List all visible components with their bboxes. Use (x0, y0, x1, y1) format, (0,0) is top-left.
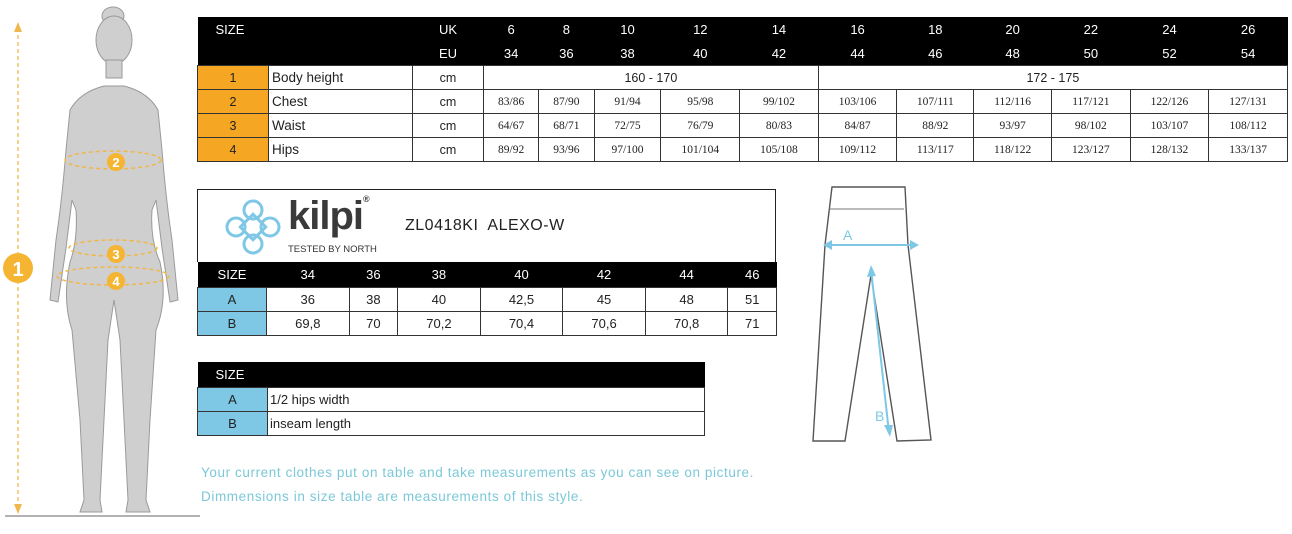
table-cell: 88/92 (897, 114, 974, 138)
row-number: 2 (198, 90, 269, 114)
table-cell: 91/94 (594, 90, 661, 114)
table-cell: 127/131 (1209, 90, 1288, 114)
table-cell: 113/117 (897, 138, 974, 162)
row-label: Hips (269, 138, 413, 162)
instruction-note: Dimmensions in size table are measurements of this style. (201, 489, 584, 504)
row-number: 1 (198, 66, 269, 90)
eu-size: 40 (661, 41, 740, 66)
hips-marker-label: 4 (112, 274, 120, 289)
row-unit: cm (413, 66, 484, 90)
size-column-header: 44 (645, 262, 728, 288)
hips-row (198, 138, 1288, 162)
measurement-legend-table (197, 362, 705, 436)
table-cell: 103/107 (1130, 114, 1209, 138)
table-cell: 93/97 (974, 114, 1052, 138)
table-cell: 105/108 (740, 138, 819, 162)
legend-description: 1/2 hips width (268, 388, 705, 412)
uk-size: 18 (897, 17, 974, 41)
size-header-row (198, 262, 777, 288)
garment-measurement-table (197, 262, 777, 336)
table-cell: 99/102 (740, 90, 819, 114)
product-header-box (197, 189, 776, 262)
table-cell: 101/104 (661, 138, 740, 162)
height-range-cell: 172 - 175 (818, 66, 1287, 90)
uk-label: UK (413, 17, 484, 41)
table-cell: 118/122 (974, 138, 1052, 162)
body-size-table (197, 17, 1288, 162)
table-cell: 70 (349, 312, 398, 336)
size-column-header: 40 (480, 262, 563, 288)
table-cell: 42,5 (480, 288, 563, 312)
table-cell: 70,6 (563, 312, 646, 336)
size-header-label: SIZE (198, 262, 267, 288)
table-cell: 68/71 (539, 114, 594, 138)
row-label: Waist (269, 114, 413, 138)
table-cell: 107/111 (897, 90, 974, 114)
table-cell: 84/87 (818, 114, 897, 138)
kilpi-knot-logo-icon (222, 196, 284, 258)
size-column-header: 38 (398, 262, 481, 288)
instruction-note: Your current clothes put on table and take measurements as you can see on picture. (201, 465, 755, 480)
row-unit: cm (413, 138, 484, 162)
brand-logotype (288, 194, 369, 239)
chest-row (198, 90, 1288, 114)
table-cell: 112/116 (974, 90, 1052, 114)
table-cell: 122/126 (1130, 90, 1209, 114)
pants-illustration (805, 185, 940, 447)
trademark-symbol: ® (363, 194, 369, 204)
uk-size: 10 (594, 17, 661, 41)
uk-size: 22 (1052, 17, 1131, 41)
table-cell: 70,8 (645, 312, 728, 336)
row-number: 4 (198, 138, 269, 162)
table-cell: 70,2 (398, 312, 481, 336)
eu-size: 38 (594, 41, 661, 66)
legend-row-a (198, 388, 705, 412)
table-cell: 64/67 (484, 114, 539, 138)
legend-header-row (198, 362, 705, 388)
row-letter: B (198, 412, 268, 436)
table-cell: 93/96 (539, 138, 594, 162)
row-label: Chest (269, 90, 413, 114)
measurement-row-b (198, 312, 777, 336)
table-cell: 80/83 (740, 114, 819, 138)
eu-size: 46 (897, 41, 974, 66)
waist-row (198, 114, 1288, 138)
eu-size: 52 (1130, 41, 1209, 66)
uk-size: 26 (1209, 17, 1288, 41)
table-cell: 69,8 (267, 312, 350, 336)
table-cell: 70,4 (480, 312, 563, 336)
size-column-header: 36 (349, 262, 398, 288)
table-cell: 72/75 (594, 114, 661, 138)
eu-size: 50 (1052, 41, 1131, 66)
table-cell: 103/106 (818, 90, 897, 114)
size-column-header: 46 (728, 262, 777, 288)
uk-size: 16 (818, 17, 897, 41)
uk-size: 14 (740, 17, 819, 41)
uk-size: 24 (1130, 17, 1209, 41)
eu-size: 48 (974, 41, 1052, 66)
brand-tagline: TESTED BY NORTH (288, 244, 377, 255)
table-cell: 97/100 (594, 138, 661, 162)
table-cell: 48 (645, 288, 728, 312)
size-column-header: 34 (267, 262, 350, 288)
row-number: 3 (198, 114, 269, 138)
row-letter: A (198, 388, 268, 412)
eu-size: 34 (484, 41, 539, 66)
eu-size: 36 (539, 41, 594, 66)
table-cell: 95/98 (661, 90, 740, 114)
row-letter: A (198, 288, 267, 312)
uk-size: 6 (484, 17, 539, 41)
table-cell: 117/121 (1052, 90, 1131, 114)
row-unit: cm (413, 90, 484, 114)
table-cell: 98/102 (1052, 114, 1131, 138)
table-cell: 89/92 (484, 138, 539, 162)
waist-marker-label: 3 (112, 247, 120, 262)
height-marker-label: 1 (12, 259, 24, 281)
uk-size: 12 (661, 17, 740, 41)
uk-size: 20 (974, 17, 1052, 41)
dimension-label-b: B (875, 408, 885, 424)
table-cell: 133/137 (1209, 138, 1288, 162)
eu-size: 44 (818, 41, 897, 66)
uk-size: 8 (539, 17, 594, 41)
table-cell: 38 (349, 288, 398, 312)
table-cell: 123/127 (1052, 138, 1131, 162)
table-cell: 76/79 (661, 114, 740, 138)
brand-name: kilpi (288, 194, 364, 238)
chest-marker-label: 2 (112, 155, 120, 170)
table-cell: 87/90 (539, 90, 594, 114)
table-cell: 83/86 (484, 90, 539, 114)
eu-size: 42 (740, 41, 819, 66)
table-cell: 40 (398, 288, 481, 312)
legend-row-b (198, 412, 705, 436)
table-cell: 109/112 (818, 138, 897, 162)
body-height-row (198, 66, 1288, 90)
row-letter: B (198, 312, 267, 336)
size-header-label: SIZE (198, 362, 705, 388)
table-cell: 108/112 (1209, 114, 1288, 138)
dimension-label-a: A (843, 227, 853, 243)
eu-size-header-row (198, 41, 1288, 66)
table-cell: 51 (728, 288, 777, 312)
legend-description: inseam length (268, 412, 705, 436)
measurement-row-a (198, 288, 777, 312)
size-column-header: 42 (563, 262, 646, 288)
product-code-title: ZL0418KI ALEXO-W (405, 217, 565, 234)
table-cell: 36 (267, 288, 350, 312)
uk-size-header-row (198, 17, 1288, 41)
table-cell: 128/132 (1130, 138, 1209, 162)
row-label: Body height (269, 66, 413, 90)
row-unit: cm (413, 114, 484, 138)
table-cell: 45 (563, 288, 646, 312)
body-figure-illustration (0, 0, 200, 534)
eu-label: EU (413, 41, 484, 66)
height-range-cell: 160 - 170 (484, 66, 819, 90)
eu-size: 54 (1209, 41, 1288, 66)
table-cell: 71 (728, 312, 777, 336)
size-header-label: SIZE (198, 17, 413, 41)
